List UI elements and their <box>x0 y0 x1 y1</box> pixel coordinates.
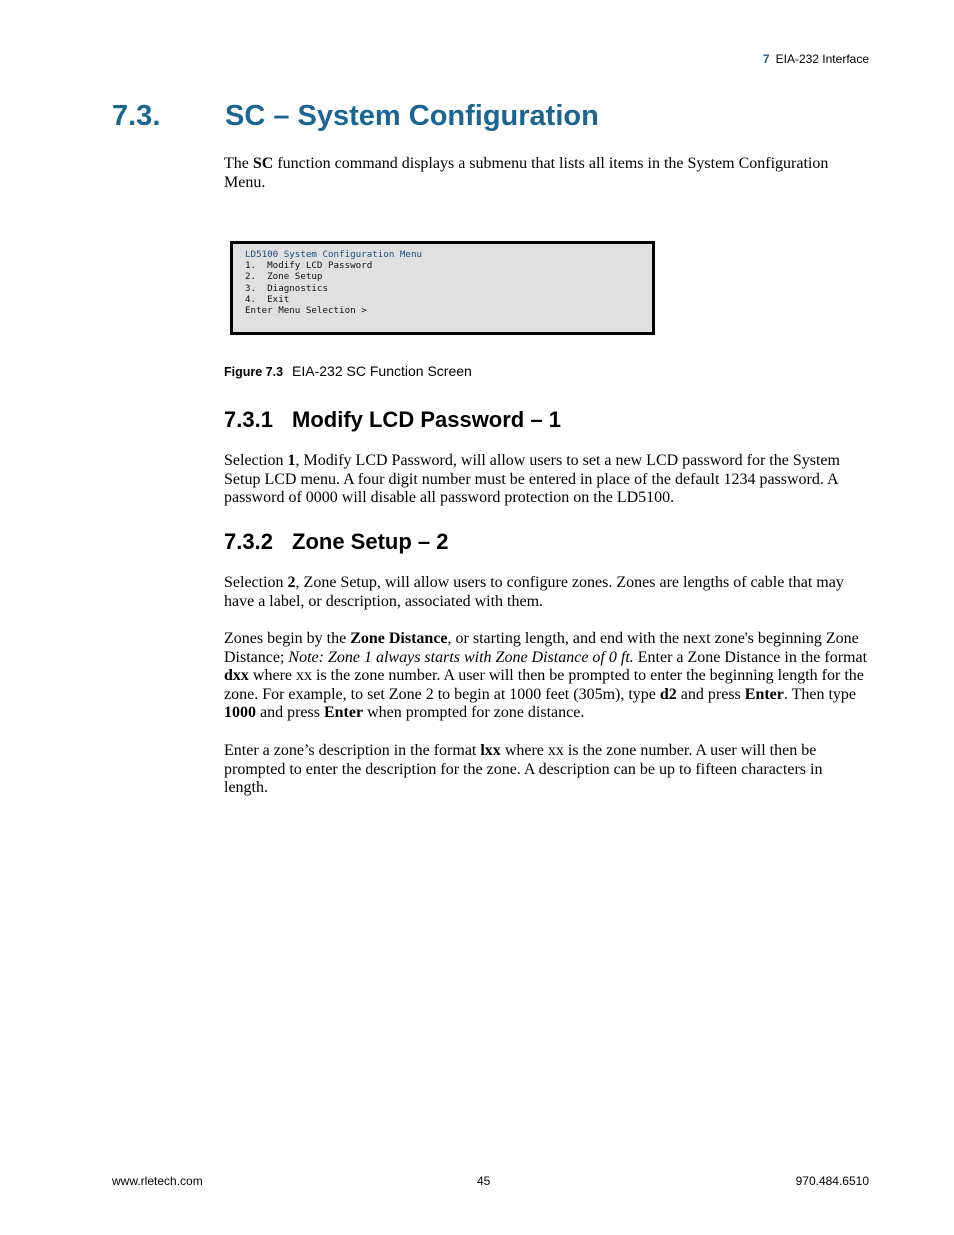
zone-block-1 <box>224 574 870 611</box>
terminal-line: 2. Zone Setup <box>245 271 323 283</box>
subsection-number: 7.3.1 <box>224 407 273 432</box>
footer-phone: 970.484.6510 <box>795 1174 869 1188</box>
section-number: 7.3. <box>112 100 161 132</box>
terminal-line: 4. Exit <box>245 293 290 305</box>
zone-paragraph-1: Selection 2, Zone Setup, will allow users to configure zones. Zones are lengths of cable that may have a label, or description, associated with them. <box>224 574 844 610</box>
footer-page-number: 45 <box>477 1174 491 1188</box>
zone-paragraph-3: Enter a zone’s description in the format lxx where xx is the zone number. A user will then be prompted to enter the description for the zone. A description can be up to fifteen characters in length. <box>224 742 823 797</box>
section-title: SC – System Configuration <box>225 100 599 132</box>
zone-block-3 <box>224 742 870 798</box>
chapter-title: EIA-232 Interface <box>775 52 869 66</box>
terminal-text <box>245 249 422 316</box>
zone-block-2 <box>224 630 870 723</box>
chapter-number: 7 <box>762 52 770 66</box>
terminal-line: 3. Diagnostics <box>245 282 328 294</box>
intro-paragraph: The SC function command displays a submenu that lists all items in the System Configuration Menu. <box>224 155 829 191</box>
footer-website: www.rletech.com <box>112 1174 203 1188</box>
subsection-heading-zone <box>224 529 448 555</box>
subsection-title: Zone Setup – 2 <box>292 529 449 554</box>
figure-caption <box>224 363 472 379</box>
intro-block <box>224 155 870 192</box>
terminal-screen <box>230 241 655 335</box>
password-paragraph: Selection 1, Modify LCD Password, will allow users to set a new LCD password for the System Setup LCD menu. A four digit number must be entered in place of the default 1234 password. A password of 0000 will disable all password protection on the LD5100. <box>224 452 840 507</box>
figure-caption-text: EIA-232 SC Function Screen <box>292 363 472 379</box>
terminal-line: LD5100 System Configuration Menu <box>245 249 423 260</box>
page-header <box>763 52 869 66</box>
password-block <box>224 452 870 508</box>
subsection-title: Modify LCD Password – 1 <box>292 407 561 432</box>
subsection-heading-password <box>224 407 561 433</box>
zone-paragraph-2: Zones begin by the Zone Distance, or starting length, and end with the next zone's beginning Zone Distance; Note: Zone 1 always starts with Zone Distance of 0 ft. Enter a Zone Distance in the format dxx where xx is the zone number. A user will then be prompted to enter the beginning length for the zone. For example, to set Zone 2 to begin at 1000 feet (305m), type d2 and press Enter. Then type 1000 and press Enter when prompted for zone distance. <box>224 630 868 722</box>
terminal-line: Enter Menu Selection > <box>245 305 367 317</box>
terminal-line: 1. Modify LCD Password <box>245 260 373 272</box>
figure-label: Figure 7.3 <box>224 365 284 379</box>
subsection-number: 7.3.2 <box>224 529 273 554</box>
